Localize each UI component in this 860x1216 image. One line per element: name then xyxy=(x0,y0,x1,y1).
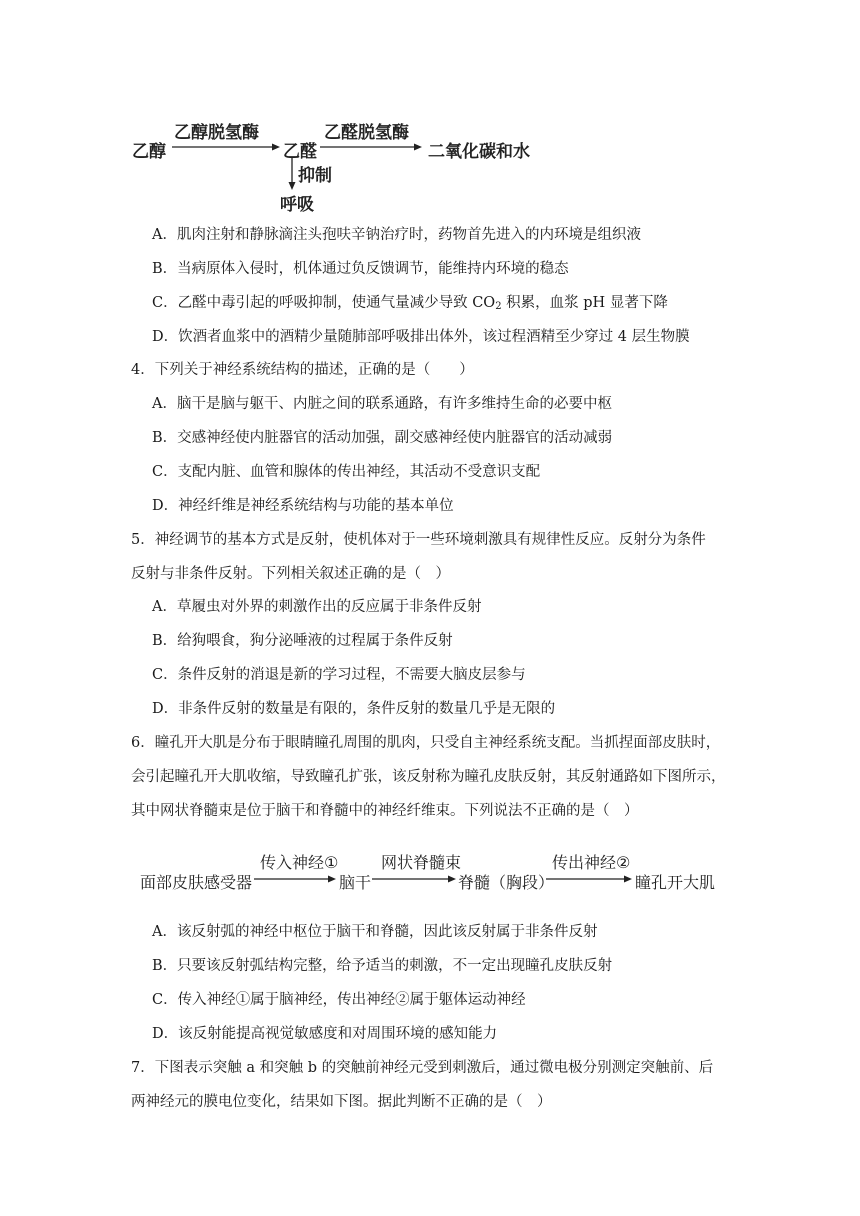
q5-option-b: B．给狗喂食，狗分泌唾液的过程属于条件反射 xyxy=(152,633,453,649)
q6-stem-line2: 会引起瞳孔开大肌收缩，导致瞳孔扩张，该反射称为瞳孔皮肤反射，其反射通路如下图所示， xyxy=(131,769,726,785)
diagram1-arrows xyxy=(132,112,552,222)
q6-stem-line3: 其中网状脊髓束是位于脑干和脊髓中的神经纤维束。下列说法不正确的是（ ） xyxy=(131,803,639,819)
q5-option-d: D．非条件反射的数量是有限的，条件反射的数量几乎是无限的 xyxy=(152,701,556,717)
reflex-pathway-diagram xyxy=(140,846,740,896)
q6-stem-line1: 6．瞳孔开大肌是分布于眼睛瞳孔周围的肌肉，只受自主神经系统支配。当抓捏面部皮肤时， xyxy=(131,735,721,751)
receptor-label: 面部皮肤感受器 xyxy=(140,873,253,892)
q3-option-b: B．当病原体入侵时，机体通过负反馈调节，能维持内环境的稳态 xyxy=(152,261,569,277)
q4-option-c: C．支配内脏、血管和腺体的传出神经，其活动不受意识支配 xyxy=(152,464,541,480)
q5-option-c: C．条件反射的消退是新的学习过程，不需要大脑皮层参与 xyxy=(152,667,526,683)
q5-stem-line2: 反射与非条件反射。下列相关叙述正确的是（ ） xyxy=(131,566,450,582)
q3-option-c-post: 积累，血浆 pH 显著下降 xyxy=(501,295,668,311)
q4-option-a: A．脑干是脑与躯干、内脏之间的联系通路，有许多维持生命的必要中枢 xyxy=(152,396,612,412)
q7-stem-line2: 两神经元的膜电位变化，结果如下图。据此判断不正确的是（ ） xyxy=(131,1094,552,1110)
q3-option-c xyxy=(152,293,668,317)
ethanol-label: 乙醇 xyxy=(132,142,166,162)
product-label: 二氧化碳和水 xyxy=(428,142,530,162)
q6-option-c: C．传入神经①属于脑神经，传出神经②属于躯体运动神经 xyxy=(152,992,526,1008)
inhibit-label: 抑制 xyxy=(298,166,332,186)
respiration-label: 呼吸 xyxy=(280,195,314,215)
efferent-label: 传出神经② xyxy=(552,853,631,872)
q3-option-d: D．饮酒者血浆中的酒精少量随肺部呼吸排出体外，该过程酒精至少穿过 4 层生物膜 xyxy=(152,329,690,345)
q6-option-d: D．该反射能提高视觉敏感度和对周围环境的感知能力 xyxy=(152,1026,498,1042)
q5-stem-line1: 5．神经调节的基本方式是反射，使机体对于一些环境刺激具有规律性反应。反射分为条件 xyxy=(131,532,706,548)
brainstem-label: 脑干 xyxy=(339,873,372,892)
enzyme1-label: 乙醇脱氢酶 xyxy=(174,123,259,143)
q3-option-c-sub: 2 xyxy=(495,301,502,312)
q5-option-a: A．草履虫对外界的刺激作出的反应属于非条件反射 xyxy=(152,599,482,615)
q7-stem-line1: 7．下图表示突触 a 和突触 b 的突触前神经元受到刺激后，通过微电极分别测定突触前、后 xyxy=(131,1060,714,1076)
q3-option-a: A．肌肉注射和静脉滴注头孢呋辛钠治疗时，药物首先进入的内环境是组织液 xyxy=(152,227,641,243)
q4-option-b: B．交感神经使内脏器官的活动加强，副交感神经使内脏器官的活动减弱 xyxy=(152,430,613,446)
afferent-label: 传入神经① xyxy=(260,853,339,872)
q6-option-b: B．只要该反射弧结构完整，给予适当的刺激，不一定出现瞳孔皮肤反射 xyxy=(152,958,613,974)
enzyme2-label: 乙醛脱氢酶 xyxy=(324,123,409,143)
spinal-label: 脊髓（胸段） xyxy=(458,873,555,892)
muscle-label: 瞳孔开大肌 xyxy=(635,873,716,892)
acetaldehyde-label: 乙醛 xyxy=(283,142,317,162)
tract-label: 网状脊髓束 xyxy=(381,853,462,872)
ethanol-metabolism-diagram xyxy=(132,112,552,222)
q6-option-a: A．该反射弧的神经中枢位于脑干和脊髓，因此该反射属于非条件反射 xyxy=(152,924,598,940)
q4-stem: 4．下列关于神经系统结构的描述，正确的是（ ） xyxy=(131,362,474,378)
q4-option-d: D．神经纤维是神经系统结构与功能的基本单位 xyxy=(152,498,454,514)
q3-option-c-pre: C．乙醛中毒引起的呼吸抑制，使通气量减少导致 CO xyxy=(152,295,496,311)
diagram2-arrows xyxy=(140,846,740,896)
